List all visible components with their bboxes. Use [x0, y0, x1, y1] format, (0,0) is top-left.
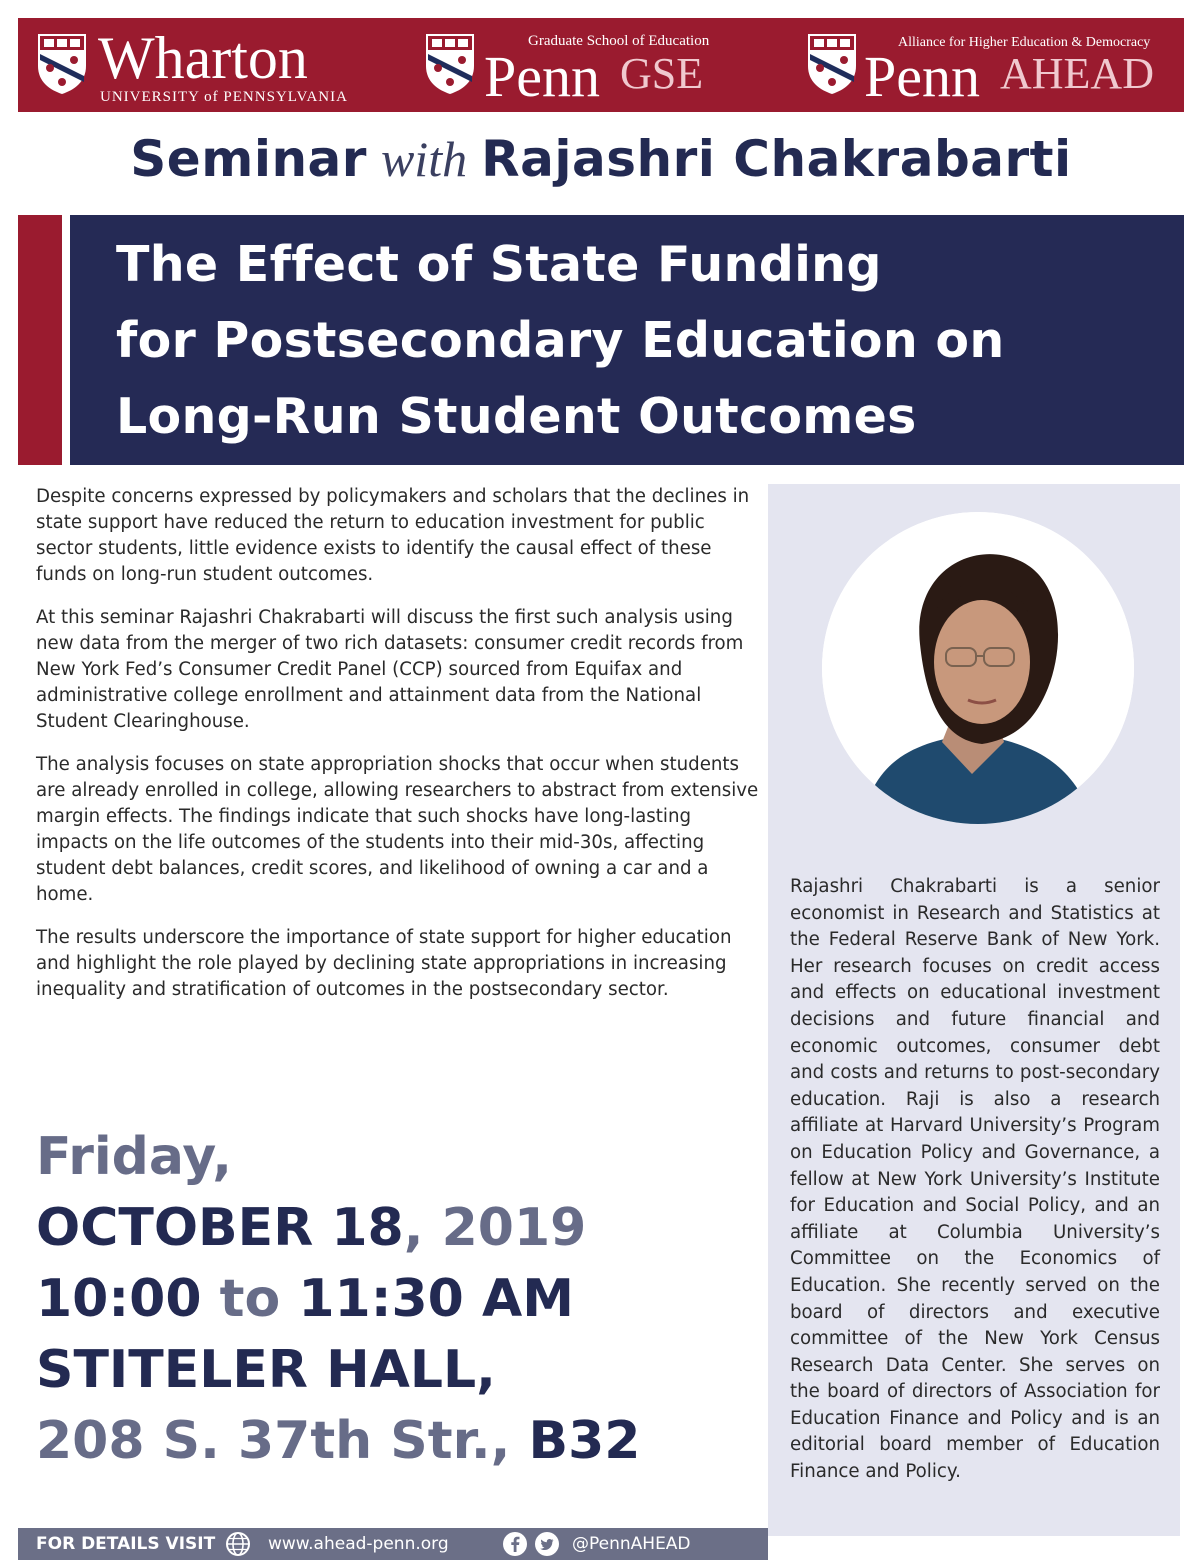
ahead-tagline: Alliance for Higher Education & Democracy: [898, 35, 1151, 50]
event-year: , 2019: [403, 1198, 587, 1258]
facebook-icon[interactable]: [502, 1531, 528, 1557]
talk-title-line: for Postsecondary Education on: [116, 312, 1005, 369]
abstract-paragraph: Despite concerns expressed by policymakers and scholars that the declines in state support have reduced the return to education investment for public sector students, little evidence exists to identify the causal effect of these funds on long-run student outcomes.: [36, 486, 750, 585]
talk-title-band: [70, 215, 1184, 465]
event-date: OCTOBER 18: [36, 1198, 404, 1258]
title-accent-divider: [62, 215, 70, 465]
event-end-time: 11:30 AM: [298, 1269, 574, 1329]
details-footer: [18, 1528, 768, 1560]
abstract-paragraph: The analysis focuses on state appropriation shocks that occur when students are already enrolled in college, allowing researchers to abstract from extensive margin effects. The findings indicate that such shocks have long-lasting impacts on the life outcomes of the students into their mid-30s, affecting student debt balances, credit scores, and likelihood of owning a car and a home.: [36, 754, 759, 905]
wharton-subtitle: UNIVERSITY of PENNSYLVANIA: [100, 89, 348, 105]
event-address: 208 S. 37th Str.,: [36, 1411, 529, 1471]
social-handle[interactable]: @PennAHEAD: [572, 1534, 691, 1554]
event-time-line: [36, 1264, 736, 1335]
wharton-wordmark: Wharton: [98, 25, 308, 91]
event-room: B32: [528, 1411, 641, 1471]
penn-shield-icon: [806, 32, 858, 96]
speaker-name: Rajashri Chakrabarti: [481, 130, 1072, 188]
gse-tagline: Graduate School of Education: [528, 33, 710, 49]
event-date-line: [36, 1193, 736, 1264]
gse-suffix: GSE: [620, 49, 704, 98]
seminar-connector: with: [380, 131, 468, 187]
ahead-penn-wordmark: Penn: [864, 44, 980, 109]
speaker-sidebar: [768, 484, 1180, 1536]
event-start-time: 10:00: [36, 1269, 202, 1329]
twitter-icon[interactable]: [534, 1531, 560, 1557]
penn-gse-logo: [424, 18, 754, 112]
ahead-suffix: AHEAD: [1000, 49, 1154, 98]
talk-title-line: The Effect of State Funding: [116, 236, 882, 293]
speaker-bio: Rajashri Chakrabarti is a senior economist in Research and Statistics at the Federal Reserve Bank of New York. Her research focuses on credit access and effects on educational investment decisions and future financial and economic outcomes, consumer debt and costs and returns to post-secondary education. Raji is also a research affiliate at Harvard University’s Program on Education Policy and Governance, a fellow at New York University’s Institute for Education and Social Policy, and an affiliate at Columbia University’s Committee on the Economics of Education. She recently served on the board of directors and executive committee of the New York Census Research Data Center. She serves on the board of directors of Association for Education Finance and Policy and is an editorial board member of Education Finance and Policy.: [790, 876, 1160, 1483]
speaker-portrait-icon: [822, 512, 1134, 824]
gse-penn-wordmark: Penn: [484, 44, 600, 109]
penn-ahead-logo: [806, 18, 1176, 112]
seminar-prefix: Seminar: [130, 130, 367, 188]
globe-icon: [224, 1530, 252, 1558]
title-accent-bar: [18, 215, 62, 465]
event-details: [36, 1122, 736, 1477]
abstract: [36, 484, 764, 1020]
logo-bar: [18, 18, 1184, 112]
abstract-paragraph: At this seminar Rajashri Chakrabarti will discuss the first such analysis using new data from the merger of two rich datasets: consumer credit records from New York Fed’s Consumer Credit Panel (CCP) sourced from Equifax and administrative college enrollment and attainment data from the National Student Clearinghouse.: [36, 607, 744, 732]
abstract-paragraph: The results underscore the importance of state support for higher education and highlight the role played by declining state appropriations in increasing inequality and stratification of outcomes in the postsecondary sector.: [36, 927, 732, 1000]
seminar-heading: [0, 130, 1202, 194]
event-venue: STITELER HALL,: [36, 1340, 496, 1400]
speaker-photo: [822, 512, 1134, 824]
event-address-line: [36, 1406, 736, 1477]
talk-title-line: Long-Run Student Outcomes: [116, 388, 917, 445]
wharton-logo: [36, 18, 376, 112]
event-time-connector: to: [201, 1269, 299, 1329]
website-link[interactable]: www.ahead-penn.org: [268, 1534, 449, 1554]
event-day: Friday,: [36, 1127, 232, 1187]
penn-shield-icon: [36, 32, 88, 96]
footer-label: FOR DETAILS VISIT: [36, 1534, 216, 1554]
penn-shield-icon: [424, 32, 476, 96]
